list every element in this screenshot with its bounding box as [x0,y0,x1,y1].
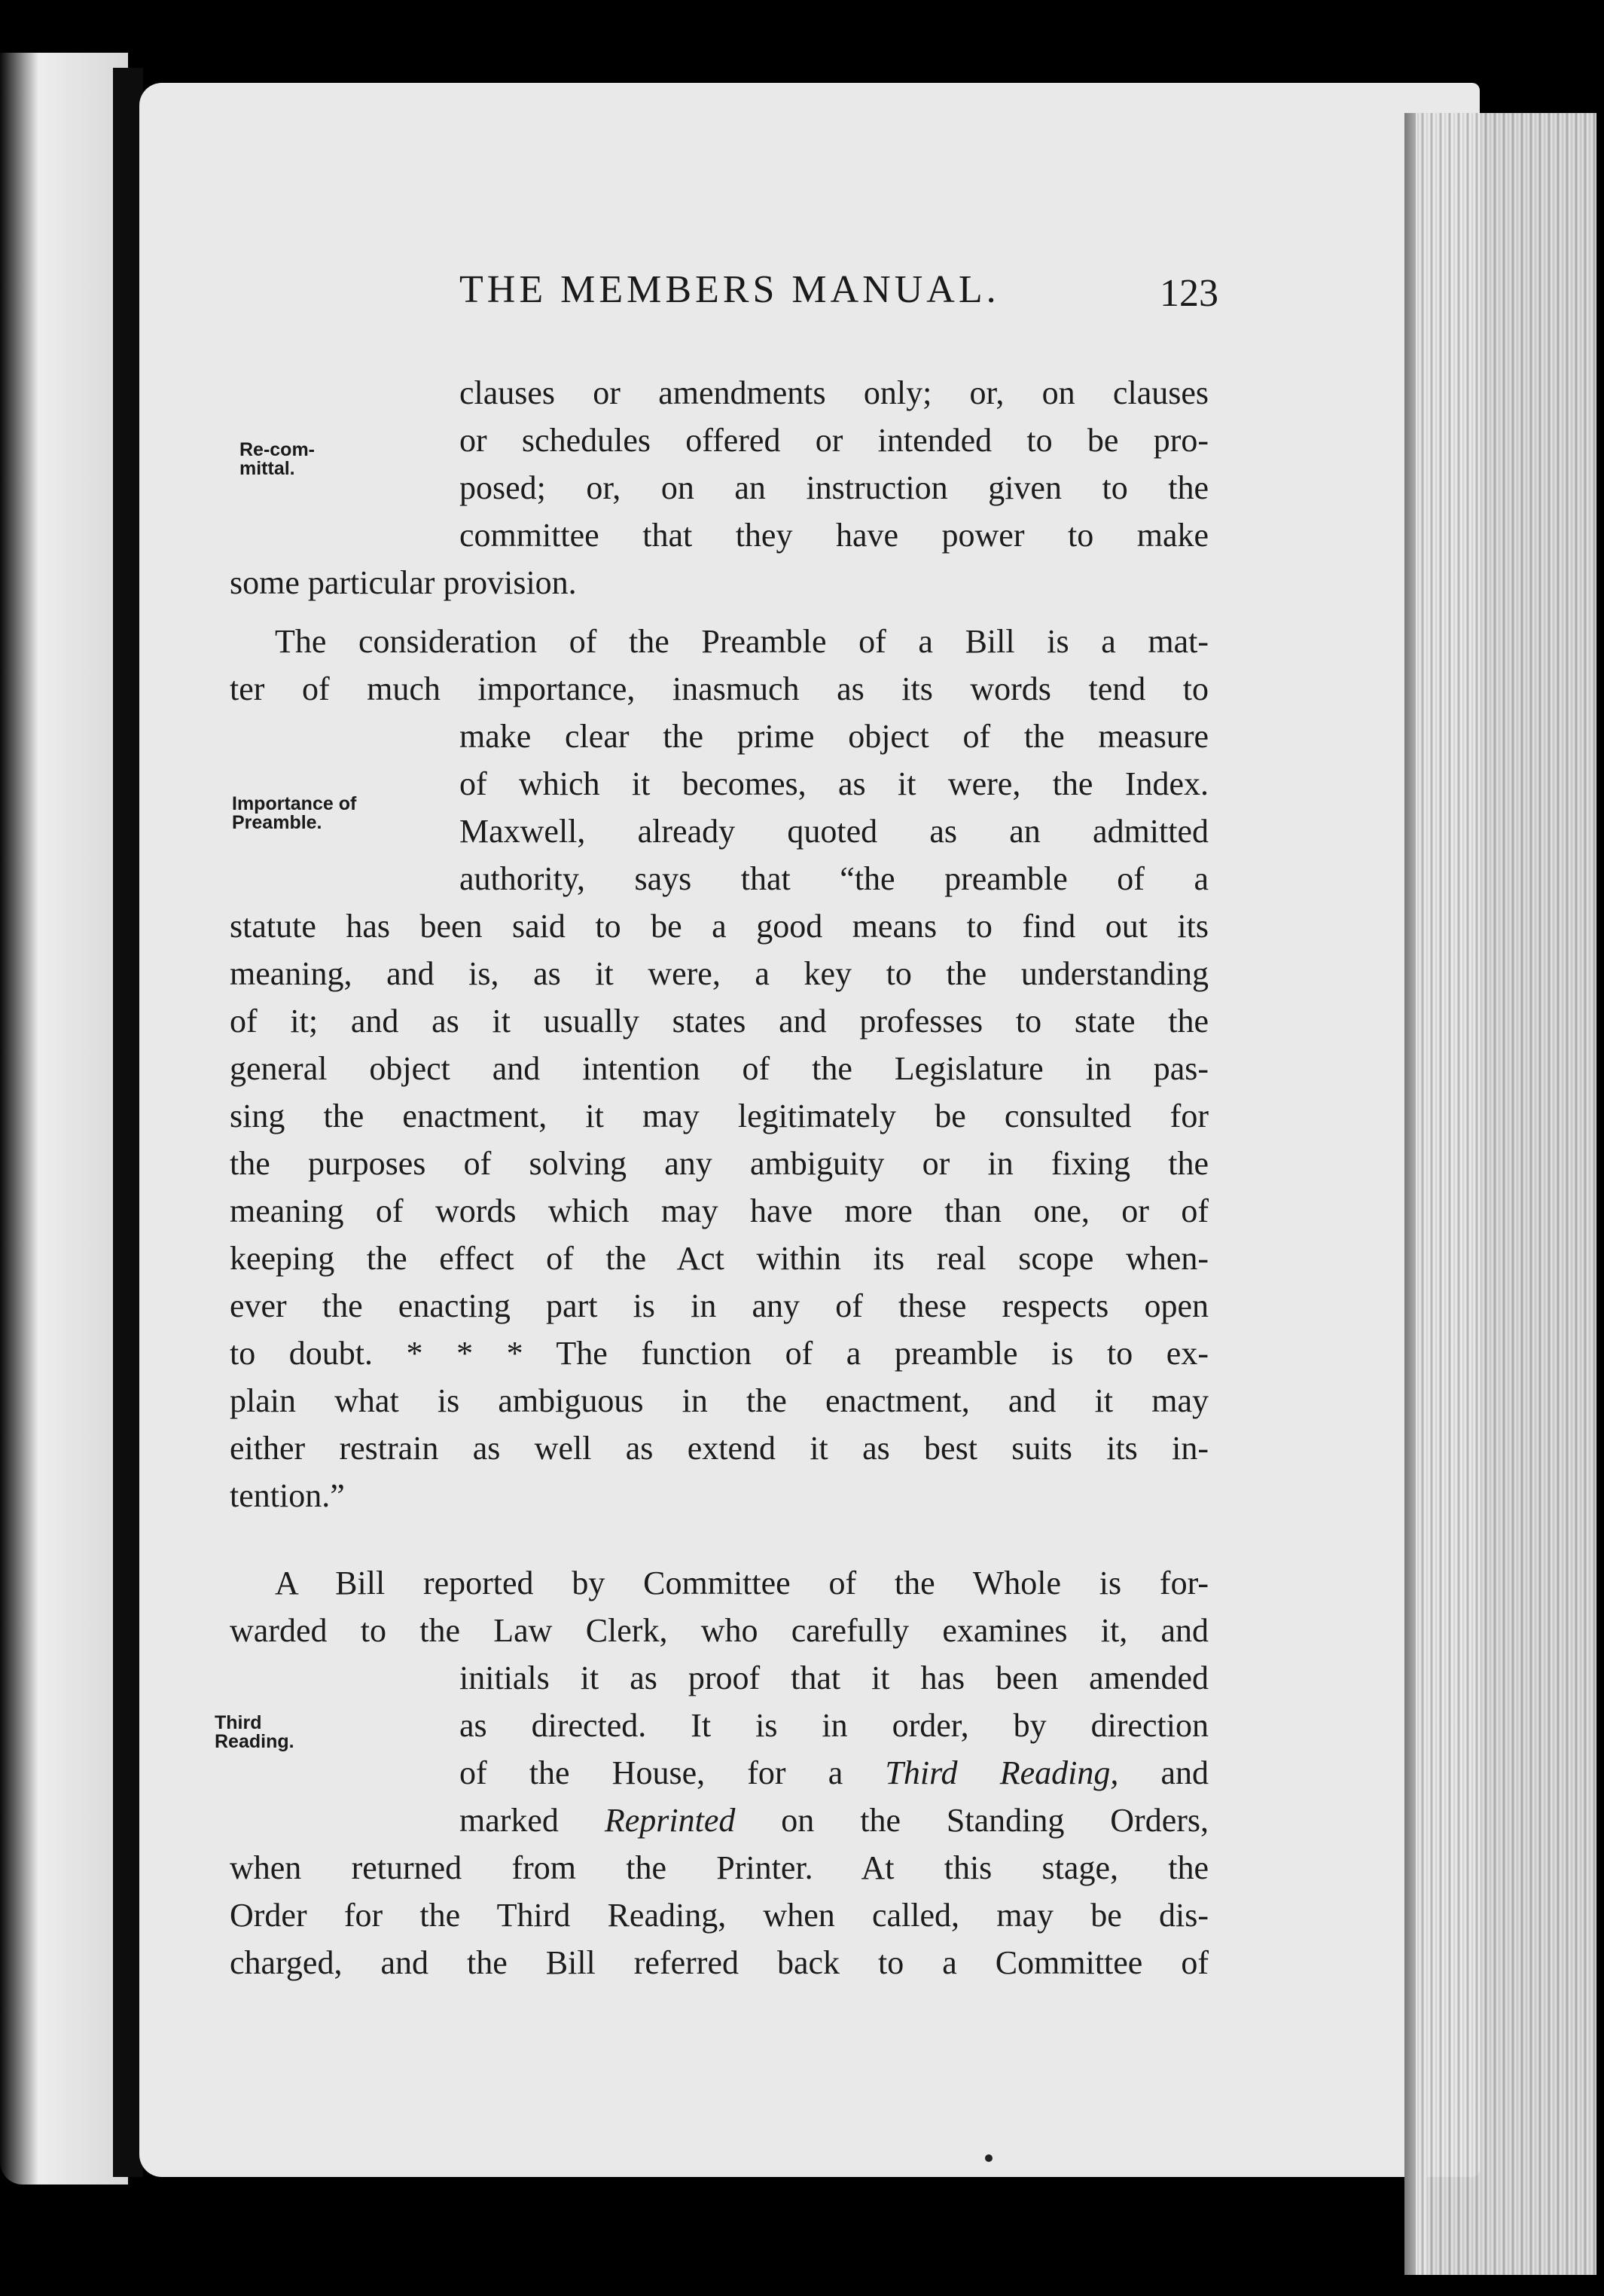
page-stack-edge [1416,113,1596,2275]
gutter-shadow [113,68,143,2177]
text-line: keeping the effect of the Act within its real scope when- [230,1240,1209,1277]
text-line: charged, and the Bill referred back to a Committee of [230,1944,1209,1981]
text-line: of the House, for a Third Reading, and [459,1754,1209,1791]
margin-note-preamble: Importance of Preamble. [232,793,357,833]
text-line: initials it as proof that it has been amended [459,1659,1209,1696]
text-line: authority, says that “the preamble of a [459,860,1209,897]
text-line: warded to the Law Clerk, who carefully examines it, and [230,1612,1209,1649]
text-line: general object and intention of the Legislature in pas- [230,1050,1209,1087]
text-line: Order for the Third Reading, when called, may be dis- [230,1897,1209,1934]
text-line: plain what is ambiguous in the enactment, and it may [230,1382,1209,1419]
text-line: The consideration of the Preamble of a Bill is a mat- [275,623,1209,660]
ink-speck [985,2154,993,2162]
text-line: either restrain as well as extend it as best suits its in- [230,1430,1209,1467]
text-line: marked Reprinted on the Standing Orders, [459,1802,1209,1839]
text-line: A Bill reported by Committee of the Whole is for- [275,1565,1209,1601]
text-line: meaning of words which may have more than one, or of [230,1192,1209,1229]
text-line: meaning, and is, as it were, a key to the understanding [230,955,1209,992]
running-header: THE MEMBERS MANUAL. [459,268,1000,311]
text-line: clauses or amendments only; or, on clauses [459,374,1209,411]
text-line: ter of much importance, inasmuch as its words tend to [230,670,1209,707]
page-number: 123 [1160,272,1218,315]
text-line: to doubt. * * * The function of a preamble is to ex- [230,1335,1209,1372]
text-line: ever the enacting part is in any of these respects open [230,1287,1209,1324]
margin-note-recommittal: Re-com- mittal. [239,439,316,479]
text-line: posed; or, on an instruction given to the [459,469,1209,506]
paragraph-preamble [230,618,1209,1519]
text-line: some particular provision. [230,564,577,601]
text-line: Maxwell, already quoted as an admitted [459,813,1209,850]
text-line: tention.” [230,1477,345,1514]
text-line: as directed. It is in order, by direction [459,1707,1209,1744]
text-line: of it; and as it usually states and professes to state the [230,1003,1209,1040]
text-line: make clear the prime object of the measure [459,718,1209,755]
text-line: or schedules offered or intended to be pro- [459,422,1209,459]
text-line: when returned from the Printer. At this stage, the [230,1849,1209,1886]
text-line: statute has been said to be a good means to find out its [230,908,1209,945]
text-line: of which it becomes, as it were, the Index. [459,765,1209,802]
text-line: sing the enactment, it may legitimately be consulted for [230,1098,1209,1134]
text-line: committee that they have power to make [459,517,1209,554]
paragraph-recommittal [230,369,1209,606]
paragraph-third-reading [230,1559,1209,1986]
facing-page-edge [0,53,128,2185]
text-line: the purposes of solving any ambiguity or in fixing the [230,1145,1209,1182]
margin-note-third-reading: Third Reading. [215,1712,294,1752]
